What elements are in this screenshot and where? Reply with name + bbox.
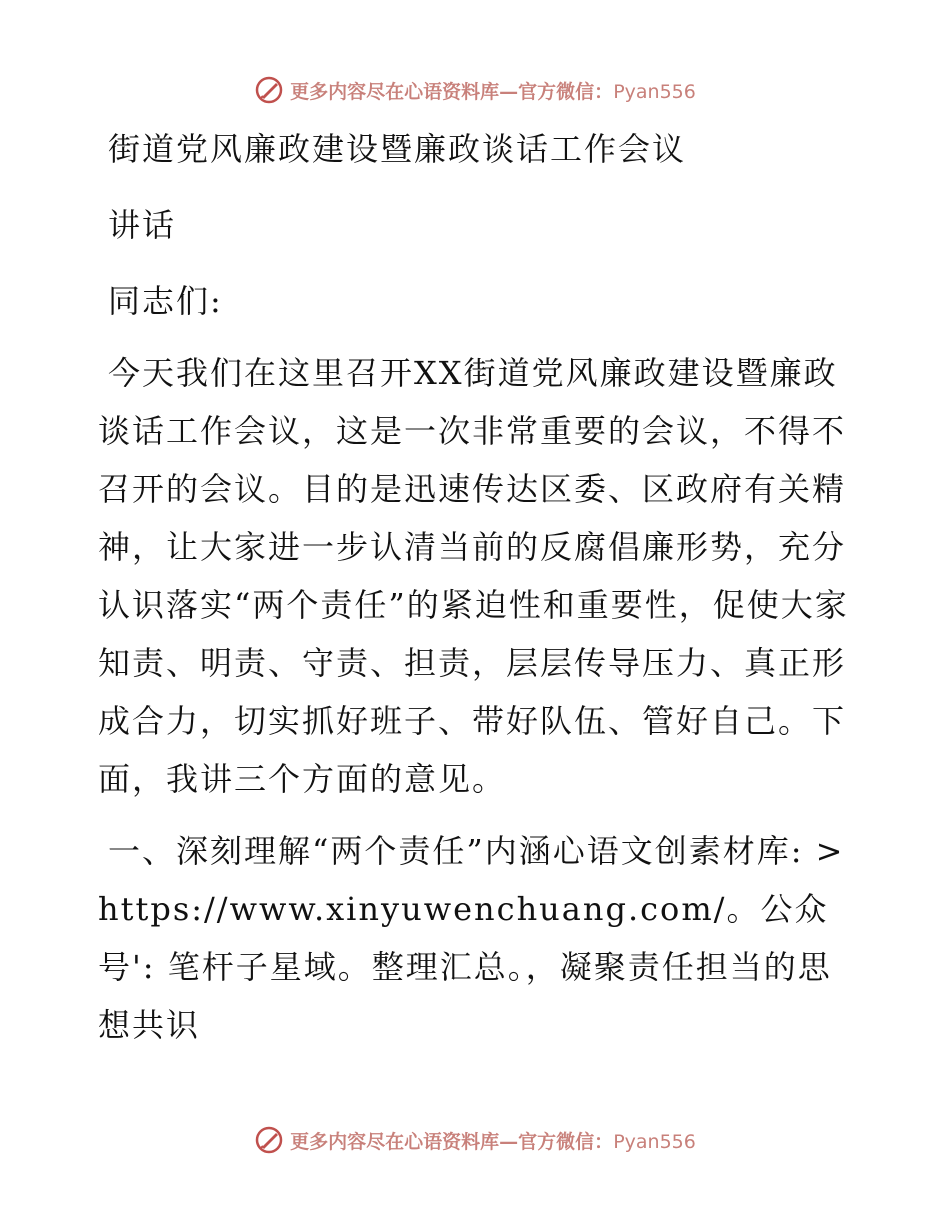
header-banner bbox=[0, 70, 950, 110]
footer-banner bbox=[0, 1120, 950, 1160]
paragraph-intro: 今天我们在这里召开XX街道党风廉政建设暨廉政谈话工作会议，这是一次非常重要的会议，不得不召开的会议。目的是迅速传达区委、区政府有关精神，让大家进一步认清当前的反腐倡廉形势，充分认识落实“两个责任”的紧迫性和重要性，促使大家知责、明责、守责、担责，层层传导压力、真正形成合力，切实抓好班子、带好队伍、管好自己。下面，我讲三个方面的意见。 bbox=[98, 354, 849, 798]
banner-text: 更多内容尽在心语资料库—官方微信：Pyan556 bbox=[290, 80, 696, 103]
document-title-line1: 街道党风廉政建设暨廉政谈话工作会议 bbox=[108, 130, 687, 168]
document-body bbox=[98, 120, 858, 1054]
banner-text: 更多内容尽在心语资料库—官方微信：Pyan556 bbox=[290, 1130, 696, 1153]
quill-seal-icon bbox=[254, 1125, 284, 1155]
quill-seal-icon bbox=[254, 75, 284, 105]
salutation: 同志们: bbox=[108, 282, 223, 320]
section-heading-1: 一、深刻理解“两个责任”内涵心语文创素材库: >https://www.xinyuwenchuang.com/。公众号': 笔杆子星域。整理汇总。，凝聚责任担当的思想共识 bbox=[98, 832, 845, 1044]
document-title-line2: 讲话 bbox=[108, 206, 177, 244]
